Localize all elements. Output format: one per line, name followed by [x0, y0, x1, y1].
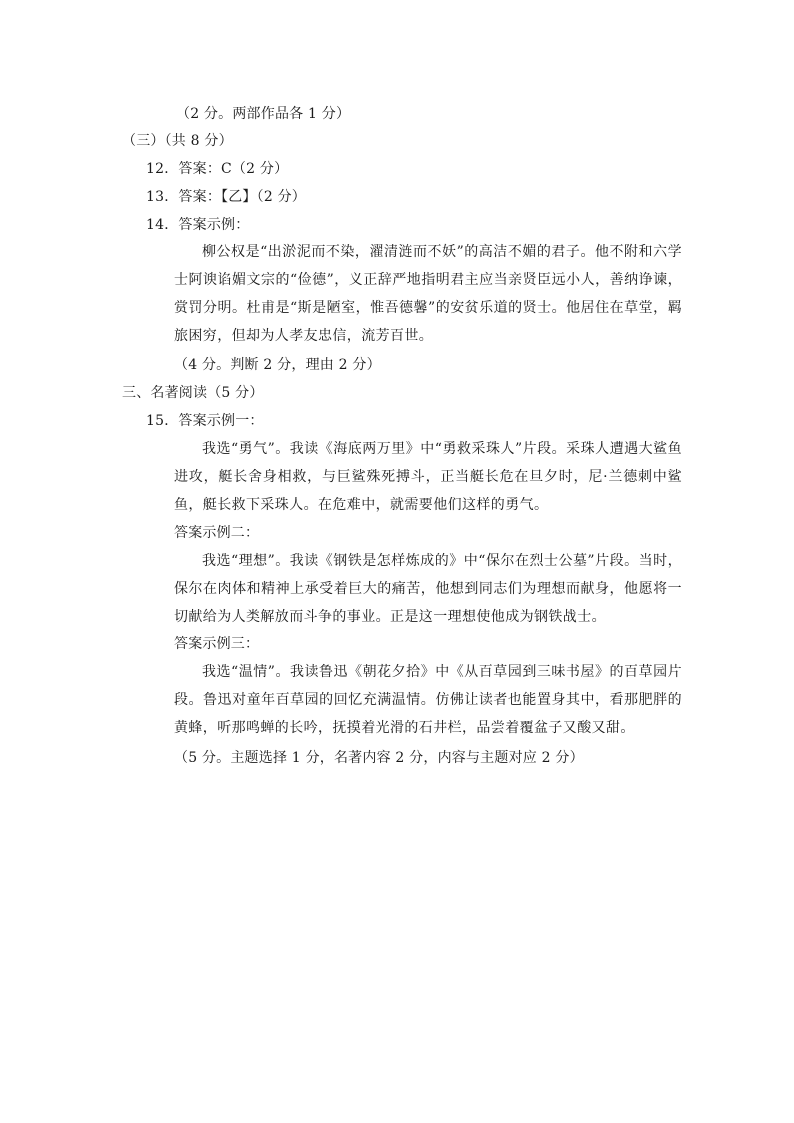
q14-score-note: （4 分。判断 2 分，理由 2 分）	[174, 357, 381, 373]
q14-label: 14．答案示例：	[146, 217, 250, 233]
q15-example2-block	[174, 547, 682, 631]
q15-example3-text: 我选“温情”。我读鲁迅《朝花夕拾》中《从百草园到三味书屋》的百草园片段。鲁迅对童年百草园的回忆充满温情。仿佛让读者也能置身其中，看那肥胖的黄蜂，听那鸣蝉的长吟，抚摸着光滑的石井栏，品尝着覆盆子又酸又甜。	[174, 664, 682, 736]
q15-example1-text: 我选“勇气”。我读《海底两万里》中“勇救采珠人”片段。采珠人遭遇大鲨鱼进攻，艇长舍身相救，与巨鲨殊死搏斗，正当艇长危在旦夕时，尼·兰德刺中鲨鱼，艇长救下采珠人。在危难中，就需要他们这样的勇气。	[174, 441, 682, 513]
q15-example3-label: 答案示例三：	[174, 636, 260, 652]
q15-label: 15．答案示例一：	[146, 413, 264, 429]
q15-example2-text: 我选“理想”。我读《钢铁是怎样炼成的》中“保尔在烈士公墓”片段。当时，保尔在肉体和精神上承受着巨大的痛苦，他想到同志们为理想而献身，他愿将一切献给为人类解放而斗争的事业。正是这一理想使他成为钢铁战士。	[174, 553, 682, 625]
q14-answer-block	[174, 238, 682, 350]
section3-heading: （三）（共 8 分）	[122, 133, 233, 149]
part3-heading: 三、名著阅读（5 分）	[122, 385, 264, 401]
q13-answer: 13．答案：【乙】（2 分）	[146, 189, 306, 205]
q11-score-note: （2 分。两部作品各 1 分）	[176, 106, 351, 122]
q15-example1-block	[174, 435, 682, 519]
q15-example3-block	[174, 658, 682, 742]
q14-answer-text: 柳公权是“出淤泥而不染，濯清涟而不妖”的高洁不媚的君子。他不附和六学士阿谀谄媚文宗的“俭德”，义正辞严地指明君主应当亲贤臣远小人，善纳诤谏，赏罚分明。杜甫是“斯是陋室，惟吾德馨”的安贫乐道的贤士。他居住在草堂，羁旅困穷，但却为人孝友忠信，流芳百世。	[174, 244, 682, 344]
q12-answer: 12．答案：C（2 分）	[146, 161, 289, 177]
q15-example2-label: 答案示例二：	[174, 525, 260, 541]
q15-score-note: （5 分。主题选择 1 分，名著内容 2 分，内容与主题对应 2 分）	[174, 750, 584, 766]
